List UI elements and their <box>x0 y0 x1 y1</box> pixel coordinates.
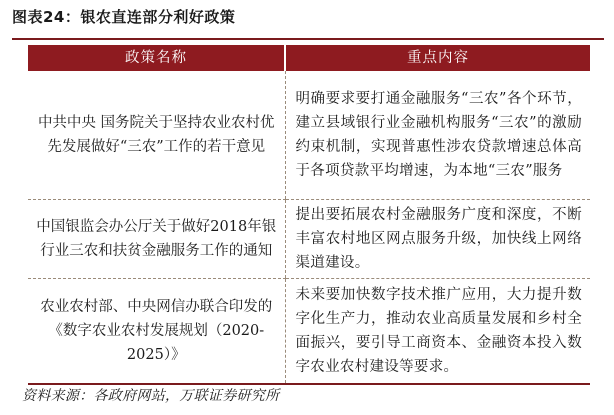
source-note: 资料来源：各政府网站，万联证券研究所 <box>22 388 280 404</box>
table-row <box>28 279 590 385</box>
key-content-cell: 提出要拓展农村金融服务广度和深度，不断丰富农村地区网点服务升级，加快线上网络渠道建设。 <box>285 200 590 279</box>
policy-table <box>28 45 590 385</box>
policy-name-cell: 农业农村部、中央网信办联合印发的《数字农业农村发展规划（2020-2025）》 <box>28 279 285 385</box>
table-row <box>28 200 590 279</box>
header-key-content: 重点内容 <box>285 45 590 71</box>
key-content-cell: 明确要求要打通金融服务“三农”各个环节，建立县域银行业金融机构服务“三农”的激励约束机制，实现普惠性涉农贷款增速总体高于各项贷款平均增速，为本地“三农”服务 <box>285 71 590 200</box>
table-header-row <box>28 45 590 71</box>
header-policy-name: 政策名称 <box>28 45 285 71</box>
policy-name-cell: 中国银监会办公厅关于做好2018年银行业三农和扶贫金融服务工作的通知 <box>28 200 285 279</box>
figure-title: 图表24：银农直连部分利好政策 <box>12 8 236 26</box>
title-rule <box>12 38 604 40</box>
key-content-cell: 未来要加快数字技术推广应用，大力提升数字化生产力，推动农业高质量发展和乡村全面振兴，要引导工商资本、金融资本投入数字农业农村建设等要求。 <box>285 279 590 385</box>
table-row <box>28 71 590 200</box>
policy-name-cell: 中共中央 国务院关于坚持农业农村优先发展做好“三农”工作的若干意见 <box>28 71 285 200</box>
